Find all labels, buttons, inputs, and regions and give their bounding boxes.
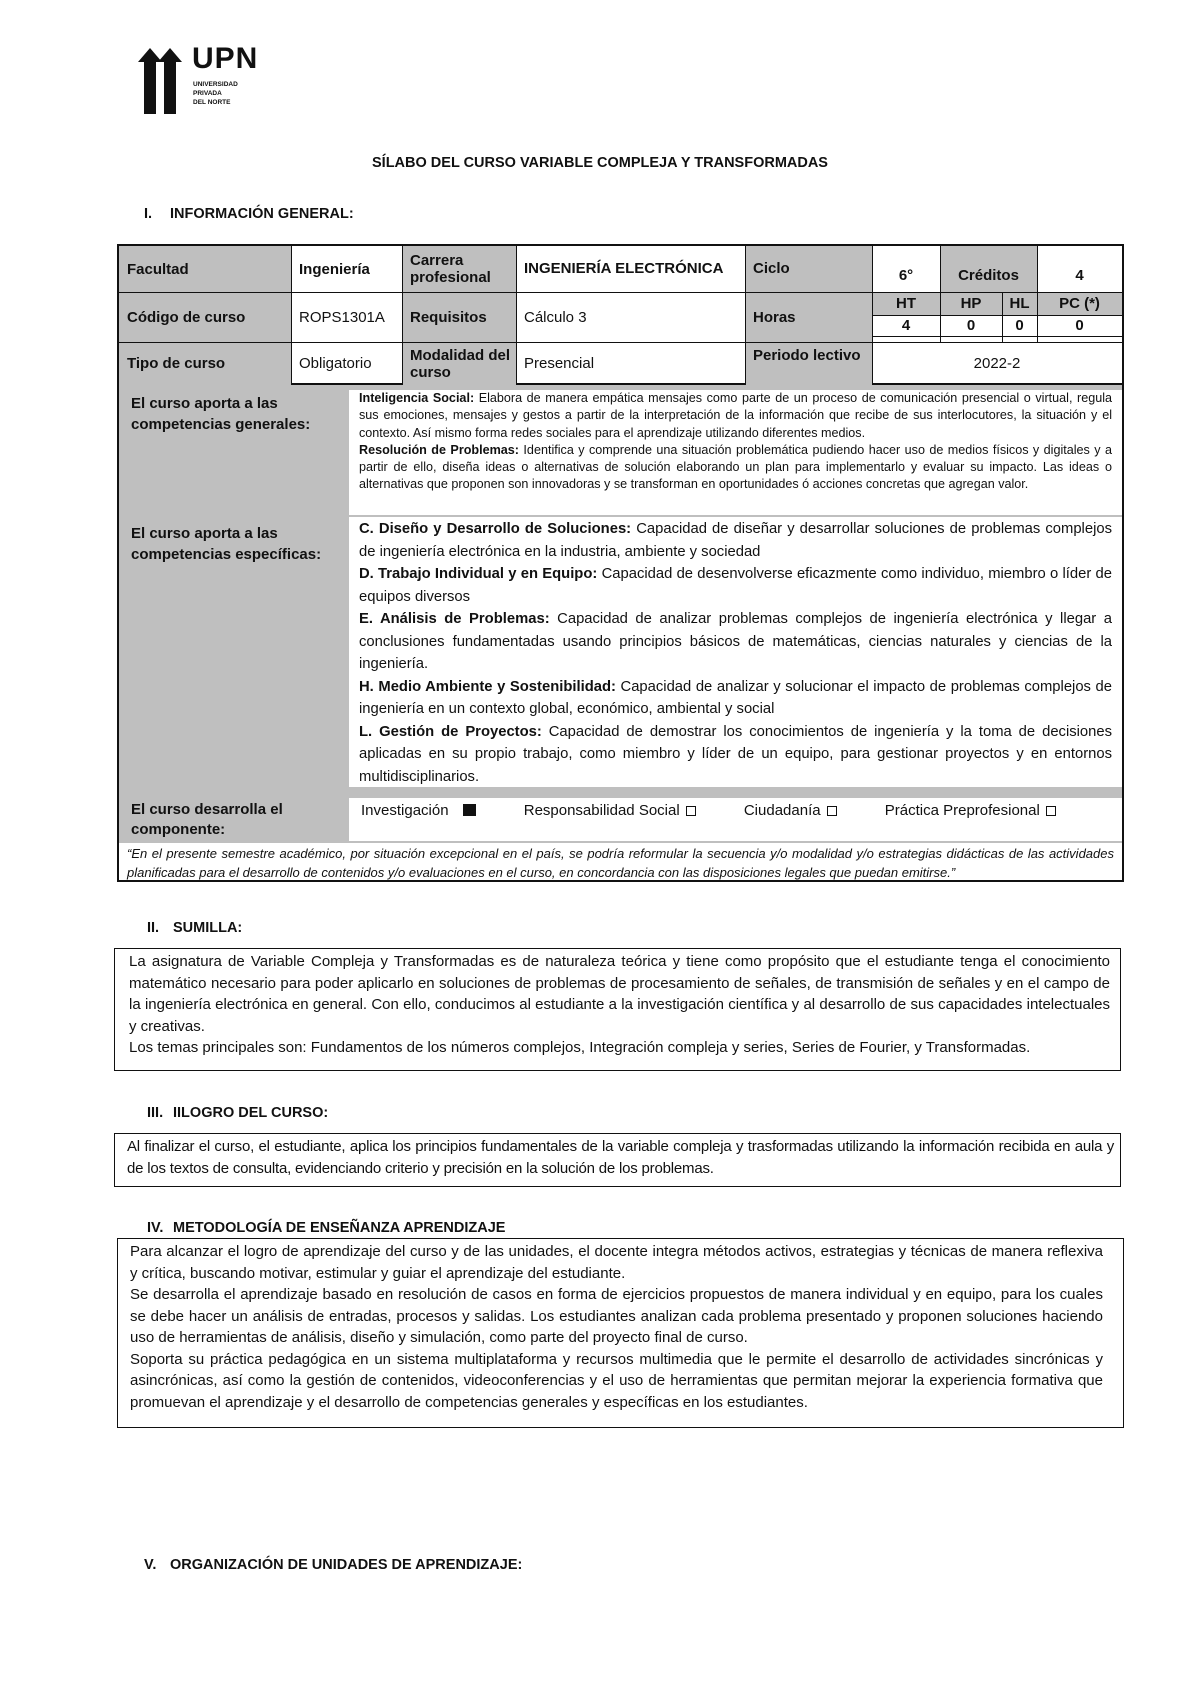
section-heading-1: I. INFORMACIÓN GENERAL: [144,206,354,222]
componente-ciudadania: Ciudadanía [744,802,881,819]
checkbox-empty-icon [686,806,696,816]
upn-logo [136,44,276,116]
checkbox-checked-icon [463,804,476,816]
facultad-value: Ingeniería [299,260,370,278]
logro-text: Al finalizar el curso, el estudiante, aplica los principios fundamentales de la variable compleja y trasformadas utilizando la información recibida en aula y de los textos de consulta, evidenciando criterio y precisión en la solución de los problemas. [127,1138,1114,1177]
section-heading-3: III. IILOGRO DEL CURSO: [147,1105,329,1121]
metodologia-paragraph-3: Soporta su práctica pedagógica en un sistema multiplataforma y recursos multimedia que le permite el desarrollo de actividades sincrónicas y asincrónicas, así como la gestión de contenidos, videoconferencias y el uso de herramientas que permitan mejorar la experiencia formativa que promuevan el aprendizaje y el desarrollo de competencias generales y específicas en los estudiantes. [130,1350,1103,1411]
document-title: SÍLABO DEL CURSO VARIABLE COMPLEJA Y TRANSFORMADAS [372,155,828,171]
logo-name: UPN [192,42,259,75]
componente-label: El curso desarrolla el componente: [131,801,283,838]
ht-value: 4 [901,317,911,334]
ht-label: HT [872,292,940,315]
ciclo-value: 6° [898,266,914,284]
sumilla-box [114,948,1121,1071]
sumilla-paragraph-2: Los temas principales son: Fundamentos de los números complejos, Integración compleja y series, Series de Fourier, y Transformadas. [129,1039,1031,1056]
hp-value: 0 [966,317,976,334]
competencia-inteligencia-social: Inteligencia Social: Elabora de manera empática mensajes como parte de un proceso de comunicación presencial o virtual, regula sus emociones, mensajes y gestos a partir de la interpretación de la información que recibe de sus interlocutores, la situación y el contexto. Así mismo forma redes sociales para el aprendizaje utilizando diferentes medios. [359,391,1113,440]
competencias-generales [349,390,1122,515]
hl-value: 0 [1015,317,1024,334]
logro-box [114,1133,1121,1187]
modalidad-value: Presencial [524,355,595,372]
carrera-label: Carrera profesional [402,246,516,292]
general-info-table [117,244,1124,385]
hl-label: HL [1002,292,1037,315]
competencias-especificas-label: El curso aporta a las competencias específicas: [131,525,322,563]
creditos-value: 4 [1075,266,1084,284]
section-heading-5: V. ORGANIZACIÓN DE UNIDADES DE APRENDIZAJE: [144,1557,523,1573]
pc-value: 0 [1075,317,1084,334]
metodologia-box [117,1238,1124,1428]
competencias-especificas [349,517,1122,787]
competencia-e: E. Análisis de Problemas: Capacidad de analizar problemas complejos de ingeniería electrónica y llegar a conclusiones fundamentadas usando principios básicos de matemáticas, ciencias naturales y ciencias de la ingeniería. [359,611,1112,672]
disclaimer-note: “En el presente semestre académico, por situación excepcional en el país, se podría reformular la secuencia y/o modalidad y/o estrategias didácticas de las actividades planificadas para el desarrollo de contenidos y/o evaluaciones en el curso, en concordancia con las disposiciones legales que puedan emitirse.” [119,843,1122,880]
componente-practica-preprofesional: Práctica Preprofesional [885,802,1100,819]
periodo-label: Periodo lectivo [745,342,872,385]
upn-logo-icon [136,44,188,114]
competencia-l: L. Gestión de Proyectos: Capacidad de demostrar los conocimientos de ingeniería y la toma de decisiones aplicadas en su propio trabajo, como miembro y líder de un equipo, para gestionar proyectos y en entornos multidisciplinarios. [359,723,1113,785]
checkbox-empty-icon [827,806,837,816]
competencia-h: H. Medio Ambiente y Sostenibilidad: Capacidad de analizar y solucionar el impacto de problemas complejos de ingeniería en un contexto global, económico, ambiental y social [359,678,1112,717]
checkbox-empty-icon [1046,806,1056,816]
componentes-row [349,798,1122,841]
codigo-value: ROPS1301A [299,308,385,326]
section-heading-2: II. SUMILLA: [147,920,243,936]
componente-responsabilidad-social: Responsabilidad Social [524,802,740,819]
tipo-label: Tipo de curso [119,342,291,385]
codigo-label: Código de curso [119,292,291,342]
pc-label: PC (*) [1037,292,1122,315]
logo-subtitle: UNIVERSIDAD PRIVADA DEL NORTE [193,81,238,106]
modalidad-label: Modalidad del curso [402,342,516,385]
componente-investigacion: Investigación [361,802,520,819]
facultad-label: Facultad [119,246,291,292]
metodologia-paragraph-1: Para alcanzar el logro de aprendizaje del curso y de las unidades, el docente integra métodos activos, estrategias y técnicas de manera reflexiva y crítica, buscando motivar, estimular y guiar el aprendizaje del estudiante. [130,1243,1103,1282]
requisitos-label: Requisitos [402,292,516,342]
competencia-c: C. Diseño y Desarrollo de Soluciones: Capacidad de diseñar y desarrollar soluciones de problemas complejos de ingeniería electrónica en la industria, ambiente y sociedad [359,521,1112,560]
creditos-label: Créditos [940,246,1037,292]
competencias-generales-label: El curso aporta a las competencias generales: [131,395,311,433]
sumilla-paragraph-1: La asignatura de Variable Compleja y Transformadas es de naturaleza teórica y tiene como propósito que el estudiante tenga el conocimiento matemático necesario para poder aplicarlo en soluciones de problemas de procesamiento de señales, de transmisión de señales y en el campo de la ingeniería electrónica en general. Con ello, conducimos al estudiante a la investigación científica y al desarrollo de sus capacidades intelectuales y creativas. [129,953,1110,1035]
requisitos-value: Cálculo 3 [524,308,587,326]
competencia-resolucion-problemas: Resolución de Problemas: Identifica y comprende una situación problemática pudiendo hacer uso de medios físicos y digitales y a partir de ello, diseña ideas o alternativas de solución elaborando un plan para implementarlo y evaluar su impacto. Las ideas o alternativas que proponen son innovadoras y se transforman en oportunidades ó acciones concretas que agregan valor. [359,442,1112,492]
carrera-value: INGENIERÍA ELECTRÓNICA [524,260,724,277]
ciclo-label: Ciclo [745,246,872,292]
hp-label: HP [940,292,1002,315]
metodologia-paragraph-2: Se desarrolla el aprendizaje basado en resolución de casos en forma de ejercicios propuestos de manera individual y en equipo, para los cuales se debe hacer un análisis de entradas, procesos y salidas. Los estudiantes analizan cada problema presentado y proponen soluciones haciendo uso de herramientas de análisis, diseño y simulación, como parte del proyecto final de curso. [130,1286,1103,1346]
competencia-d: D. Trabajo Individual y en Equipo: Capacidad de desenvolverse eficazmente como individuo, miembro o líder de equipos diversos [359,566,1112,605]
competencies-table [117,385,1124,882]
section-heading-4: IV. METODOLOGÍA DE ENSEÑANZA APRENDIZAJE [147,1220,506,1236]
tipo-value: Obligatorio [299,355,372,372]
periodo-value: 2022-2 [973,355,1021,372]
horas-label: Horas [745,292,872,342]
